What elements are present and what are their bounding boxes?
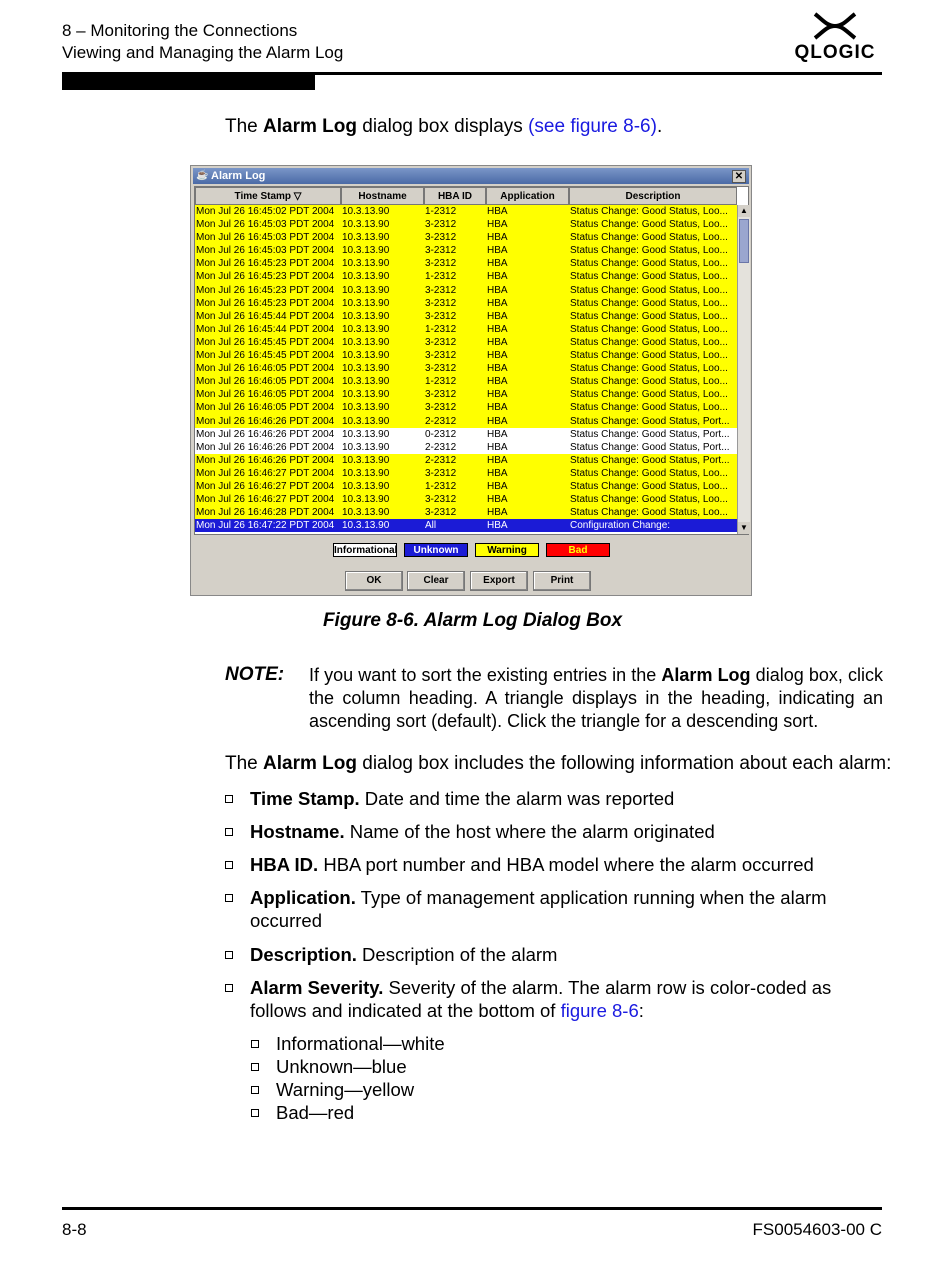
cell-time-stamp: Mon Jul 26 16:46:05 PDT 2004 [196,363,335,375]
header-bar [62,75,315,90]
cell-description: Status Change: Good Status, Loo... [570,350,728,362]
note-label: NOTE: [225,664,285,685]
close-button[interactable]: ✕ [732,170,746,183]
cell-hba-id: 1-2312 [425,271,457,283]
cell-application: HBA [487,336,508,348]
cell-description: Status Change: Good Status, Loo... [570,258,728,270]
cell-application: HBA [487,415,508,427]
qlogic-logo [790,10,880,65]
column-header-hba-id[interactable]: HBA ID [424,187,486,205]
table-row[interactable] [195,218,737,231]
table-row[interactable] [195,323,737,336]
java-cup-icon: ☕ [196,170,209,181]
table-row[interactable] [195,336,737,349]
cell-hostname: 10.3.13.90 [342,271,390,283]
clear-button[interactable]: Clear [407,571,465,591]
cell-hostname: 10.3.13.90 [342,323,390,335]
cell-hostname: 10.3.13.90 [342,258,390,270]
table-row[interactable] [195,284,737,297]
table-header [195,187,737,205]
bullet-square-icon [251,1063,259,1071]
table-row[interactable] [195,205,737,218]
cell-hostname: 10.3.13.90 [342,206,390,217]
cell-hba-id: 1-2312 [425,323,457,335]
cell-hba-id: 3-2312 [425,245,457,257]
cell-hba-id: 1-2312 [425,376,457,388]
table-row[interactable] [195,493,737,506]
table-row[interactable] [195,428,737,441]
figure-link[interactable]: (see figure 8-6) [528,116,657,137]
cell-hba-id: 3-2312 [425,284,457,296]
cell-time-stamp: Mon Jul 26 16:46:26 PDT 2004 [196,441,335,453]
cell-hba-id: 3-2312 [425,494,457,506]
cell-hostname: 10.3.13.90 [342,441,390,453]
cell-application: HBA [487,441,508,453]
print-button[interactable]: Print [533,571,591,591]
cell-hba-id: 3-2312 [425,363,457,375]
cell-time-stamp: Mon Jul 26 16:46:27 PDT 2004 [196,480,335,492]
column-header-description[interactable]: Description [569,187,737,205]
cell-description: Status Change: Good Status, Loo... [570,297,728,309]
cell-hostname: 10.3.13.90 [342,428,390,440]
column-header-application[interactable]: Application [486,187,569,205]
cell-description: Status Change: Good Status, Loo... [570,467,728,479]
cell-description: Status Change: Good Status, Loo... [570,402,728,414]
figure-link[interactable]: figure 8-6 [560,1000,639,1021]
cell-application: HBA [487,284,508,296]
dialog-title: Alarm Log [211,170,266,182]
cell-hostname: 10.3.13.90 [342,245,390,257]
logo-text: QLOGIC [794,42,876,63]
cell-description: Status Change: Good Status, Loo... [570,494,728,506]
cell-hostname: 10.3.13.90 [342,454,390,466]
cell-time-stamp: Mon Jul 26 16:45:02 PDT 2004 [196,206,335,217]
cell-hba-id: 3-2312 [425,310,457,322]
cell-hba-id: 3-2312 [425,507,457,519]
cell-hba-id: 3-2312 [425,336,457,348]
bullet-square-icon [225,984,233,992]
cell-hostname: 10.3.13.90 [342,363,390,375]
table-row[interactable] [195,401,737,414]
cell-time-stamp: Mon Jul 26 16:45:23 PDT 2004 [196,258,335,270]
table-row[interactable] [195,480,737,493]
legend-warning: Warning [475,543,539,557]
bullet-square-icon [225,828,233,836]
cell-hba-id: 3-2312 [425,402,457,414]
cell-hostname: 10.3.13.90 [342,297,390,309]
table-row[interactable] [195,349,737,362]
cell-application: HBA [487,323,508,335]
cell-hba-id: 2-2312 [425,441,457,453]
table-row[interactable] [195,454,737,467]
cell-description: Status Change: Good Status, Loo... [570,336,728,348]
cell-description: Status Change: Good Status, Loo... [570,507,728,519]
cell-application: HBA [487,206,508,217]
cell-hostname: 10.3.13.90 [342,480,390,492]
cell-description: Status Change: Good Status, Loo... [570,363,728,375]
cell-application: HBA [487,389,508,401]
cell-description: Status Change: Good Status, Loo... [570,323,728,335]
cell-hba-id: 3-2312 [425,467,457,479]
qlogic-logo-icon [790,10,880,42]
cell-description: Status Change: Good Status, Loo... [570,310,728,322]
cell-application: HBA [487,258,508,270]
cell-application: HBA [487,376,508,388]
cell-hba-id: 0-2312 [425,428,457,440]
bullet-square-icon [225,894,233,902]
cell-description: Status Change: Good Status, Loo... [570,219,728,231]
bullet-square-icon [225,861,233,869]
cell-time-stamp: Mon Jul 26 16:46:27 PDT 2004 [196,467,335,479]
cell-description: Status Change: Good Status, Port... [570,454,730,466]
cell-application: HBA [487,232,508,244]
table-row[interactable] [195,388,737,401]
cell-hostname: 10.3.13.90 [342,520,390,532]
cell-time-stamp: Mon Jul 26 16:45:45 PDT 2004 [196,336,335,348]
table-row[interactable] [195,270,737,283]
cell-description: Status Change: Good Status, Loo... [570,245,728,257]
cell-description: Status Change: Good Status, Loo... [570,271,728,283]
table-row[interactable] [195,244,737,257]
table-row[interactable] [195,415,737,428]
cell-hostname: 10.3.13.90 [342,507,390,519]
cell-description: Configuration Change: [570,520,671,532]
table-row[interactable] [195,375,737,388]
legend-informational: Informational [334,545,398,556]
cell-description: Status Change: Good Status, Port... [570,415,730,427]
cell-hostname: 10.3.13.90 [342,415,390,427]
cell-application: HBA [487,520,508,532]
cell-hostname: 10.3.13.90 [342,232,390,244]
cell-time-stamp: Mon Jul 26 16:45:23 PDT 2004 [196,297,335,309]
section-title: Viewing and Managing the Alarm Log [62,43,344,62]
cell-application: HBA [487,363,508,375]
legend-unknown: Unknown [404,543,468,557]
cell-application: HBA [487,271,508,283]
table-row[interactable] [195,257,737,270]
bullet-square-icon [251,1109,259,1117]
table-row[interactable] [195,297,737,310]
cell-description: Status Change: Good Status, Loo... [570,480,728,492]
cell-time-stamp: Mon Jul 26 16:45:03 PDT 2004 [196,219,335,231]
vertical-scrollbar[interactable] [737,205,750,534]
info-paragraph: The Alarm Log dialog box includes the following information about each alarm: [225,753,892,774]
cell-time-stamp: Mon Jul 26 16:46:26 PDT 2004 [196,428,335,440]
footer-rule [62,1207,882,1210]
ok-button[interactable]: OK [345,571,403,591]
cell-application: HBA [487,454,508,466]
column-header-time-stamp[interactable]: Time Stamp ▽ [195,187,341,205]
cell-hostname: 10.3.13.90 [342,376,390,388]
dialog-titlebar [193,168,749,184]
table-row[interactable] [195,310,737,323]
cell-time-stamp: Mon Jul 26 16:46:28 PDT 2004 [196,507,335,519]
page-number: 8-8 [62,1220,87,1239]
cell-hba-id: 3-2312 [425,389,457,401]
cell-description: Status Change: Good Status, Loo... [570,232,728,244]
cell-description: Status Change: Good Status, Port... [570,441,730,453]
cell-time-stamp: Mon Jul 26 16:45:23 PDT 2004 [196,284,335,296]
cell-hostname: 10.3.13.90 [342,310,390,322]
cell-application: HBA [487,297,508,309]
table-row[interactable] [195,231,737,244]
note-body: If you want to sort the existing entries in the Alarm Log dialog box, click the column heading. A triangle displays in the heading, indicating an ascending sort (default). Click the triangle for a descending sort. [309,665,883,731]
table-row[interactable] [195,362,737,375]
cell-hostname: 10.3.13.90 [342,389,390,401]
cell-hba-id: 3-2312 [425,350,457,362]
cell-application: HBA [487,480,508,492]
scroll-up-arrow-icon[interactable]: ▲ [738,205,750,217]
cell-hostname: 10.3.13.90 [342,284,390,296]
bullet-square-icon [251,1040,259,1048]
cell-hba-id: 3-2312 [425,258,457,270]
cell-time-stamp: Mon Jul 26 16:46:27 PDT 2004 [196,494,335,506]
cell-description: Status Change: Good Status, Loo... [570,376,728,388]
cell-hba-id: All [425,520,437,532]
cell-application: HBA [487,245,508,257]
cell-application: HBA [487,402,508,414]
cell-hostname: 10.3.13.90 [342,336,390,348]
bullet-square-icon [225,795,233,803]
running-header [62,20,343,64]
cell-hba-id: 3-2312 [425,297,457,309]
cell-description: Status Change: Good Status, Loo... [570,284,728,296]
cell-time-stamp: Mon Jul 26 16:46:26 PDT 2004 [196,415,335,427]
cell-time-stamp: Mon Jul 26 16:45:44 PDT 2004 [196,323,335,335]
cell-time-stamp: Mon Jul 26 16:46:26 PDT 2004 [196,454,335,466]
legend-bad: Bad [546,543,610,557]
table-row[interactable] [195,519,737,532]
cell-application: HBA [487,467,508,479]
intro-text: The Alarm Log dialog box displays (see figure 8-6). [225,116,663,137]
cell-time-stamp: Mon Jul 26 16:47:22 PDT 2004 [196,520,335,532]
cell-hostname: 10.3.13.90 [342,494,390,506]
cell-hba-id: 3-2312 [425,219,457,231]
table-row[interactable] [195,467,737,480]
bullet-square-icon [251,1086,259,1094]
cell-time-stamp: Mon Jul 26 16:46:05 PDT 2004 [196,389,335,401]
alarm-log-dialog [190,165,752,596]
cell-time-stamp: Mon Jul 26 16:45:03 PDT 2004 [196,245,335,257]
cell-description: Status Change: Good Status, Loo... [570,206,728,217]
cell-hba-id: 1-2312 [425,480,457,492]
cell-hostname: 10.3.13.90 [342,467,390,479]
document-id: FS0054603-00 C [752,1220,882,1239]
cell-description: Status Change: Good Status, Loo... [570,389,728,401]
table-row[interactable] [195,441,737,454]
cell-application: HBA [487,494,508,506]
table-body [195,205,737,532]
cell-time-stamp: Mon Jul 26 16:45:45 PDT 2004 [196,350,335,362]
cell-application: HBA [487,350,508,362]
cell-application: HBA [487,219,508,231]
cell-hostname: 10.3.13.90 [342,350,390,362]
cell-application: HBA [487,507,508,519]
cell-time-stamp: Mon Jul 26 16:45:03 PDT 2004 [196,232,335,244]
bullet-square-icon [225,951,233,959]
cell-application: HBA [487,428,508,440]
cell-time-stamp: Mon Jul 26 16:45:23 PDT 2004 [196,271,335,283]
cell-hba-id: 3-2312 [425,232,457,244]
chapter-title: 8 – Monitoring the Connections [62,21,298,40]
table-row[interactable] [195,506,737,519]
cell-hostname: 10.3.13.90 [342,402,390,414]
export-button[interactable]: Export [470,571,528,591]
cell-hba-id: 2-2312 [425,415,457,427]
scroll-thumb[interactable] [739,219,749,263]
alarm-table [194,186,749,535]
cell-hba-id: 2-2312 [425,454,457,466]
cell-time-stamp: Mon Jul 26 16:45:44 PDT 2004 [196,310,335,322]
figure-caption: Figure 8-6. Alarm Log Dialog Box [322,610,623,631]
column-header-hostname[interactable]: Hostname [341,187,424,205]
cell-hba-id: 1-2312 [425,206,457,217]
scroll-down-arrow-icon[interactable]: ▼ [738,522,750,534]
cell-description: Status Change: Good Status, Port... [570,428,730,440]
cell-hostname: 10.3.13.90 [342,219,390,231]
cell-time-stamp: Mon Jul 26 16:46:05 PDT 2004 [196,376,335,388]
cell-application: HBA [487,310,508,322]
cell-time-stamp: Mon Jul 26 16:46:05 PDT 2004 [196,402,335,414]
